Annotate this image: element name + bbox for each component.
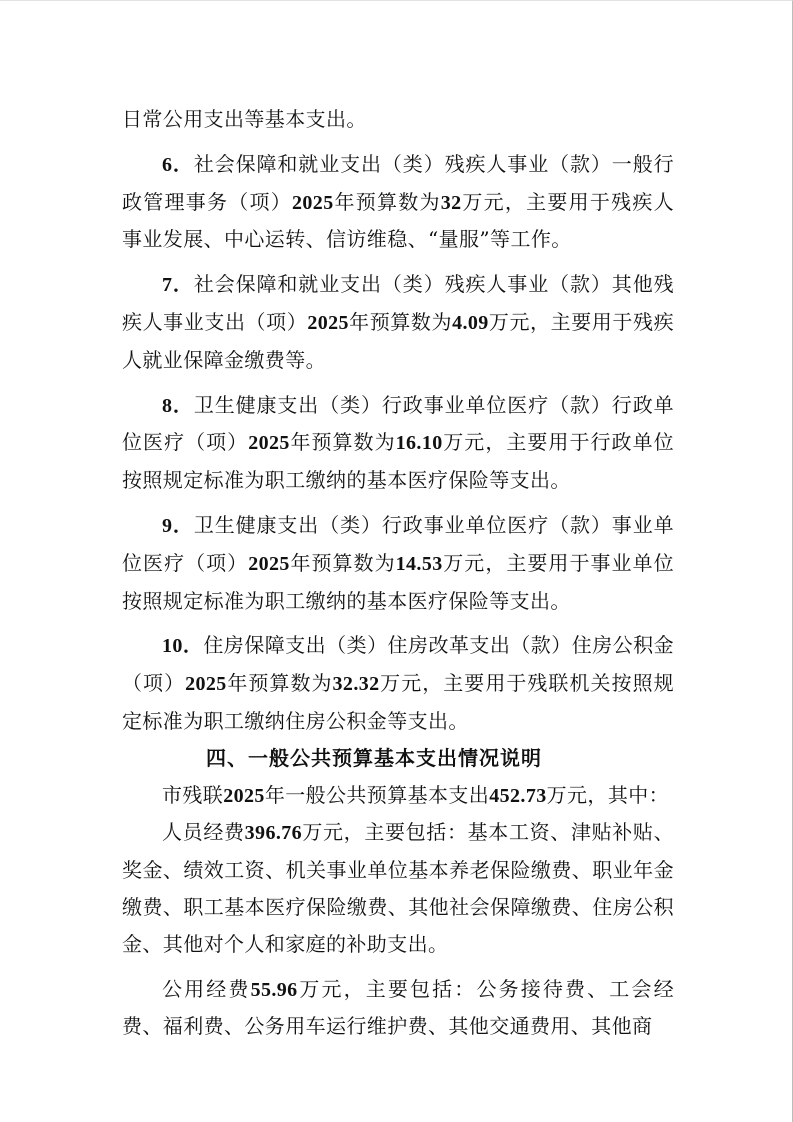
item-10-paragraph: 10．住房保障支出（类）住房改革支出（款）住房公积金（项）2025年预算数为32.32万元，主要用于残联机关按照规定标准为职工缴纳住房公积金等支出。 <box>122 633 675 733</box>
basic-expenditure-summary: 市残联2025年一般公共预算基本支出452.73万元，其中： <box>162 782 670 807</box>
item-number: 8． <box>162 394 194 417</box>
item-number: 7． <box>162 274 194 297</box>
amount: 32 <box>440 191 462 214</box>
year: 2025 <box>223 784 265 807</box>
document-body <box>122 101 674 1045</box>
item-8-paragraph: 8．卫生健康支出（类）行政事业单位医疗（款）行政单位医疗（项）2025年预算数为16.10万元，主要用于行政单位按照规定标准为职工缴纳的基本医疗保险等支出。 <box>122 392 674 493</box>
year: 2025 <box>292 191 334 214</box>
year: 2025 <box>185 673 227 696</box>
public-expenses-paragraph: 公用经费55.96万元，主要包括：公务接待费、工会经费、福利费、公务用车运行维护费、其他交通费用、其他商 <box>122 976 674 1039</box>
item-number: 9． <box>162 514 194 537</box>
amount: 396.76 <box>244 822 303 845</box>
year: 2025 <box>248 432 290 455</box>
item-6-paragraph: 6．社会保障和就业支出（类）残疾人事业（款）一般行政管理事务（项）2025年预算数为32万元，主要用于残疾人事业发展、中心运转、信访维稳、“量服”等工作。 <box>122 151 675 252</box>
item-7-paragraph: 7．社会保障和就业支出（类）残疾人事业（款）其他残疾人事业支出（项）2025年预算数为4.09万元，主要用于残疾人就业保障金缴费等。 <box>122 272 674 372</box>
section-heading: 四、一般公共预算基本支出情况说明 <box>206 745 542 770</box>
year: 2025 <box>248 552 290 575</box>
continuation-paragraph: 日常公用支出等基本支出。 <box>122 107 367 131</box>
amount: 32.32 <box>332 673 380 696</box>
item-number: 6． <box>162 153 194 176</box>
amount: 16.10 <box>395 432 443 455</box>
item-9-paragraph: 9．卫生健康支出（类）行政事业单位医疗（款）事业单位医疗（项）2025年预算数为14.53万元，主要用于事业单位按照规定标准为职工缴纳的基本医疗保险等支出。 <box>122 512 674 613</box>
year: 2025 <box>307 311 349 334</box>
item-number: 10． <box>162 635 204 658</box>
amount: 14.53 <box>395 552 443 575</box>
amount: 452.73 <box>489 784 547 807</box>
amount: 55.96 <box>250 978 298 1001</box>
amount: 4.09 <box>452 311 489 334</box>
personnel-expenses-paragraph: 人员经费396.76万元，主要包括：基本工资、津贴补贴、奖金、绩效工资、机关事业单位基本养老保险缴费、职业年金缴费、职工基本医疗保险缴费、其他社会保障缴费、住房公积金、其他对个人和家庭的补助支出。 <box>122 820 674 956</box>
